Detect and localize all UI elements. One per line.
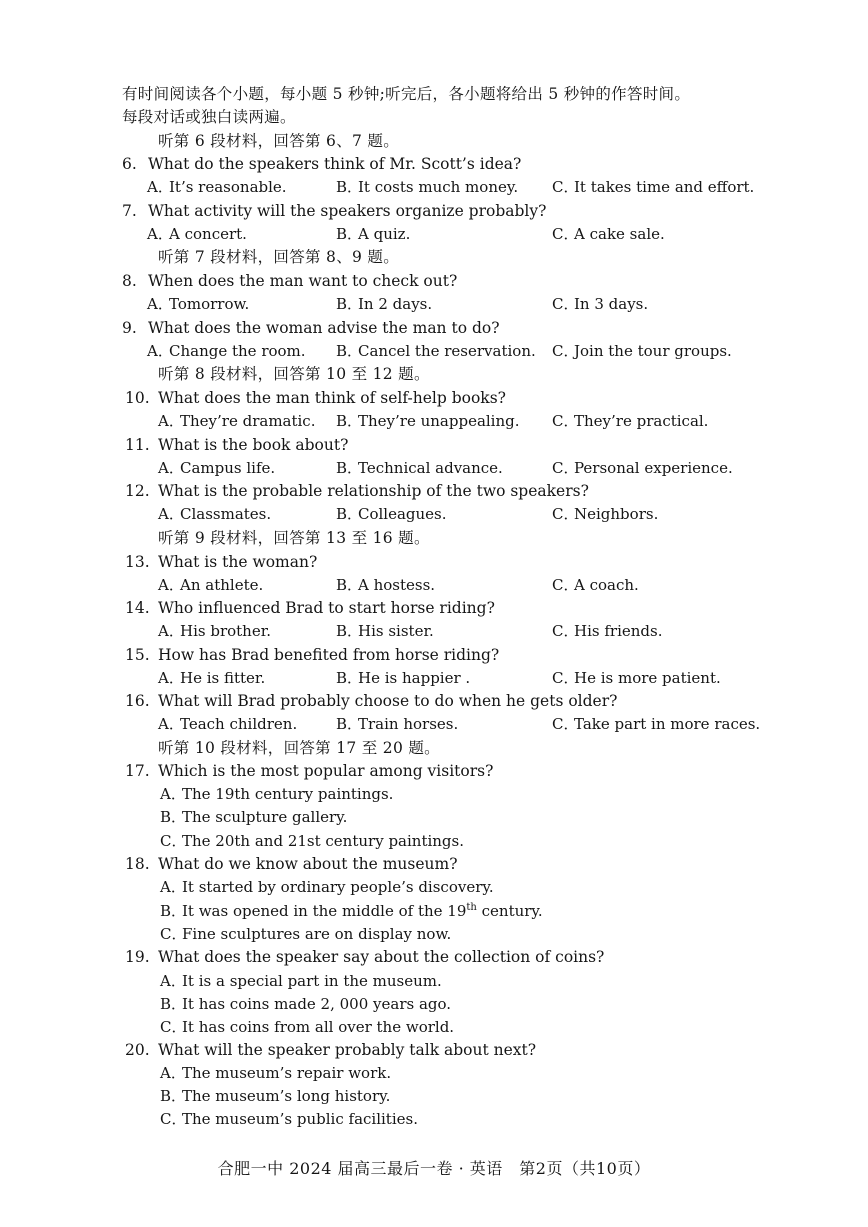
option-b: B．They’re unappealing. [336,412,520,430]
question-6: 6. What do the speakers think of Mr. Scott’s idea? [122,155,522,173]
section-heading: 听第 6 段材料，回答第 6、7 题。 [158,132,399,150]
option-a: A．Change the room. [147,342,306,360]
option-c: C．Personal experience. [552,459,733,477]
option-c: C．Fine sculptures are on display now. [160,925,452,943]
page-footer: 合肥一中 2024 届高三最后一卷 · 英语 第2页（共10页） [217,1159,651,1178]
instruction-line: 每段对话或独白读两遍。 [122,108,296,126]
option-c: C．A coach. [552,576,639,594]
option-a: A．He is fitter. [158,669,266,687]
option-c: C．He is more patient. [552,669,721,687]
option-c: C．His friends. [552,622,663,640]
option-b: B．It costs much money. [336,178,519,196]
option-c: C．The museum’s public facilities. [160,1110,418,1128]
instruction-line: 有时间阅读各个小题，每小题 5 秒钟;听完后，各小题将给出 5 秒钟的作答时间。 [122,85,691,103]
section-heading: 听第 9 段材料，回答第 13 至 16 题。 [158,529,430,547]
question-17: 17. Which is the most popular among visitors? [125,762,494,780]
question-14: 14. Who influenced Brad to start horse riding? [125,599,495,617]
option-c: C．It takes time and effort. [552,178,755,196]
option-a: A．Teach children. [158,715,298,733]
option-a: A．They’re dramatic. [158,412,316,430]
question-13: 13. What is the woman? [125,553,318,571]
option-b: B．A hostess. [336,576,436,594]
question-12: 12. What is the probable relationship of the two speakers? [125,482,589,500]
option-b: B．He is happier . [336,669,471,687]
option-c: C．They’re practical. [552,412,709,430]
question-9: 9. What does the woman advise the man to do? [122,319,500,337]
option-a: A．The 19th century paintings. [160,785,394,803]
option-c: C．The 20th and 21st century paintings. [160,832,465,850]
question-8: 8. When does the man want to check out? [122,272,458,290]
option-c: C．Neighbors. [552,505,659,523]
option-b: B．A quiz. [336,225,411,243]
option-a: A．His brother. [158,622,272,640]
question-10: 10. What does the man think of self-help books? [125,389,506,407]
section-heading: 听第 7 段材料，回答第 8、9 题。 [158,248,399,266]
option-a: A．Classmates. [158,505,272,523]
option-b: B．The museum’s long history. [160,1087,391,1105]
question-16: 16. What will Brad probably choose to do when he gets older? [125,692,618,710]
question-7: 7. What activity will the speakers organize probably? [122,202,547,220]
question-15: 15. How has Brad benefited from horse riding? [125,646,500,664]
section-heading: 听第 8 段材料，回答第 10 至 12 题。 [158,365,430,383]
option-b: B．Cancel the reservation. [336,342,536,360]
option-b: B．It has coins made 2, 000 years ago. [160,995,452,1013]
option-a: A．Tomorrow. [147,295,250,313]
question-18: 18. What do we know about the museum? [125,855,458,873]
option-b: B．Colleagues. [336,505,447,523]
option-a: A．It started by ordinary people’s discovery. [160,878,494,896]
option-a: A．It is a special part in the museum. [160,972,442,990]
question-19: 19. What does the speaker say about the collection of coins? [125,948,605,966]
option-b: B．In 2 days. [336,295,433,313]
option-a: A．It’s reasonable. [147,178,287,196]
option-b: B．Train horses. [336,715,459,733]
option-c: C．Take part in more races. [552,715,761,733]
option-b: B．It was opened in the middle of the 19th century. [160,902,543,920]
option-c: C．Join the tour groups. [552,342,732,360]
option-c: C．It has coins from all over the world. [160,1018,455,1036]
question-20: 20. What will the speaker probably talk about next? [125,1041,537,1059]
option-c: C．A cake sale. [552,225,665,243]
section-heading: 听第 10 段材料，回答第 17 至 20 题。 [158,739,440,757]
option-c: C．In 3 days. [552,295,649,313]
option-a: A．The museum’s repair work. [160,1064,392,1082]
question-11: 11. What is the book about? [125,436,349,454]
option-b: B．The sculpture gallery. [160,808,348,826]
option-a: A．A concert. [147,225,247,243]
option-b: B．Technical advance. [336,459,503,477]
option-a: A．An athlete. [158,576,264,594]
option-a: A．Campus life. [158,459,276,477]
option-b: B．His sister. [336,622,434,640]
